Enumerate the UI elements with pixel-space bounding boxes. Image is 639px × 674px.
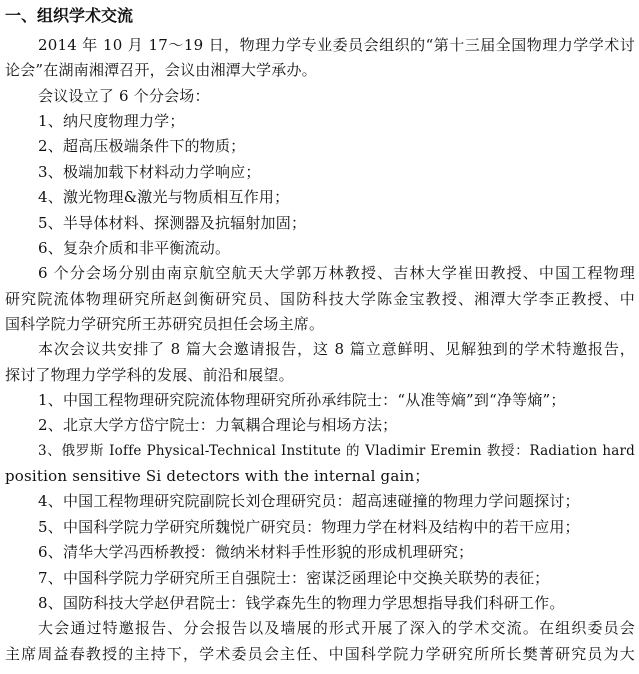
closing-line-2: 主席周益春教授的主持下，学术委员会主任、中国科学院力学研究所所长樊菁研究员为大	[5, 644, 635, 663]
invited-item-8: 8、国防科技大学赵伊君院士：钱学森先生的物理力学思想指导我们科研工作。	[38, 593, 565, 612]
session-item-3: 3、极端加载下材料动力学响应；	[38, 162, 261, 181]
session-item-2: 2、超高压极端条件下的物质；	[38, 137, 246, 156]
chairs-line-2: 研究院流体物理研究所赵剑衡研究员、国防科技大学陈金宝教授、湘潭大学李正教授、中	[5, 289, 635, 308]
session-item-1: 1、纳尺度物理力学；	[38, 112, 185, 131]
invited-item-4: 4、中国工程物理研究院副院长刘仓理研究员：超高速碰撞的物理力学问题探讨；	[38, 492, 580, 511]
session-item-4: 4、激光物理&激光与物质相互作用；	[38, 188, 290, 207]
chairs-line-1: 6 个分会场分别由南京航空航天大学郭万林教授、吉林大学崔田教授、中国工程物理	[38, 264, 635, 283]
session-item-6: 6、复杂介质和非平衡流动。	[38, 238, 231, 257]
invited-item-7: 7、中国科学院力学研究所王自强院士：密谋泛函理论中交换关联势的表征；	[38, 568, 550, 587]
sessions-intro: 会议设立了 6 个分会场：	[38, 86, 210, 105]
intro-line-1: 2014 年 10 月 17～19 日，物理力学专业委员会组织的“第十三届全国物理力学学术讨	[38, 36, 635, 54]
invited-intro-line-2: 探讨了物理力学学科的发展、前沿和展望。	[5, 365, 294, 384]
invited-item-1: 1、中国工程物理研究院流体物理研究所孙承纬院士：“从准等熵”到“净等熵”；	[38, 391, 566, 410]
chairs-line-3: 国科学院力学研究所王苏研究员担任会场主席。	[5, 314, 325, 333]
invited-item-5: 5、中国科学院力学研究所魏悦广研究员：物理力学在材料及结构中的若干应用；	[38, 517, 580, 536]
section-heading: 一、组织学术交流	[5, 6, 134, 25]
session-item-5: 5、半导体材料、探测器及抗辐射加固；	[38, 213, 307, 232]
invited-item-3: 3、俄罗斯 Ioffe Physical-Technical Institute 的 Vladimir Eremin 教授：Radiation hard	[38, 442, 635, 459]
invited-item-6: 6、清华大学冯西桥教授：微纳米材料手性形貌的形成机理研究；	[38, 543, 474, 562]
closing-line-1: 大会通过特邀报告、分会报告以及墙展的形式开展了深入的学术交流。在组织委员会	[38, 619, 635, 638]
invited-item-3-cont: position sensitive Si detectors with the internal gain；	[5, 467, 430, 486]
invited-item-2: 2、北京大学方岱宁院士：力氧耦合理论与相场方法；	[38, 416, 398, 435]
invited-intro-line-1: 本次会议共安排了 8 篇大会邀请报告，这 8 篇立意鲜明、见解独到的学术特邀报告，	[38, 340, 635, 359]
intro-line-2: 论会”在湖南湘潭召开，会议由湘潭大学承办。	[5, 61, 317, 80]
